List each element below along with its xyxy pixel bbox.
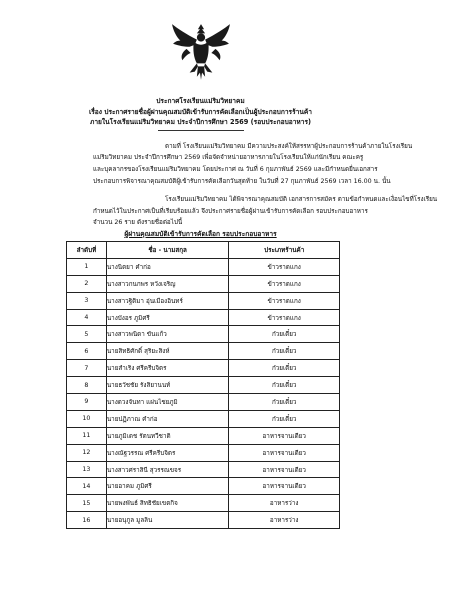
table-row <box>67 461 340 478</box>
table-row <box>67 512 340 529</box>
row-order: 5 <box>67 326 107 343</box>
table-caption: ผู้ผ่านคุณสมบัติเข้ารับการคัดเลือก รอบประกอบอาหาร <box>124 230 277 238</box>
table-row <box>67 377 340 394</box>
row-name: นางสาวกนกพร หวังเจริญ <box>106 275 229 292</box>
title-divider <box>158 130 244 131</box>
row-name: นางบังอร ภูมิศรี <box>106 309 229 326</box>
row-shop-type: อาหารจานเดียว <box>229 478 340 495</box>
row-order: 4 <box>67 309 107 326</box>
row-order: 11 <box>67 427 107 444</box>
row-name: นางสาวฐิติมา อุ่นเมืองอินทร์ <box>106 292 229 309</box>
row-shop-type: อาหารว่าง <box>229 495 340 512</box>
paragraph-2-line-1: โรงเรียนแม่ริมวิทยาคม ได้พิจารณาคุณสมบัติ เอกสารการสมัคร ตามข้อกำหนดและเงื่อนไขที่โรงเรียน <box>165 196 438 203</box>
row-name: นางนิตยา คำก่อ <box>106 258 229 275</box>
row-order: 2 <box>67 275 107 292</box>
row-shop-type: ก๋วยเตี๋ยว <box>229 394 340 411</box>
row-order: 6 <box>67 343 107 360</box>
row-order: 16 <box>67 512 107 529</box>
row-name: นายปฏิภาณ คำก่อ <box>106 410 229 427</box>
table-row <box>67 309 340 326</box>
table-row <box>67 360 340 377</box>
row-order: 8 <box>67 377 107 394</box>
table-row <box>67 258 340 275</box>
table-row <box>67 478 340 495</box>
header-shop-type: ประเภทร้านค้า <box>229 242 340 259</box>
row-name: นายพงพันธ์ สิทธิชัยเขตกิจ <box>106 495 229 512</box>
row-name: นางสาวศราสินี สุวรรณขจร <box>106 461 229 478</box>
row-shop-type: ก๋วยเตี๋ยว <box>229 360 340 377</box>
row-shop-type: ข้าวราดแกง <box>229 258 340 275</box>
row-order: 12 <box>67 444 107 461</box>
table-row <box>67 495 340 512</box>
table-row <box>67 427 340 444</box>
row-shop-type: อาหารจานเดียว <box>229 461 340 478</box>
row-name: นายสำเริง ศรีครีบจิตร <box>106 360 229 377</box>
qualified-vendors-table <box>66 241 340 529</box>
row-name: นายอนุกูล มูลลิน <box>106 512 229 529</box>
announcement-subject: เรื่อง ประกาศรายชื่อผู้ผ่านคุณสมบัติเข้ารับการคัดเลือกเป็นผู้ประกอบการร้านค้า <box>89 108 312 116</box>
row-name: นายสิทธิศักดิ์ สุริยะสิงห์ <box>106 343 229 360</box>
row-shop-type: ก๋วยเตี๋ยว <box>229 326 340 343</box>
row-shop-type: ก๋วยเตี๋ยว <box>229 343 340 360</box>
announcement-subject-line2: ภายในโรงเรียนแม่ริมวิทยาคม ประจำปีการศึกษา 2569 (รอบประกอบอาหาร) <box>89 118 312 126</box>
paragraph-1-line-4: ประกอบการพิจารณาคุณสมบัติผู้เข้ารับการคัดเลือกวันสุดท้าย ในวันที่ 27 กุมภาพันธ์ 2569 เวลา 16.00 น. นั้น <box>93 178 391 185</box>
paragraph-2-line-2: กำหนดไว้ในประกาศเป็นที่เรียบร้อยแล้ว จึงประกาศรายชื่อผู้ผ่านเข้ารับการคัดเลือก รอบประกอบอาหาร <box>93 208 368 215</box>
row-order: 7 <box>67 360 107 377</box>
table-row <box>67 326 340 343</box>
row-shop-type: ก๋วยเตี๋ยว <box>229 377 340 394</box>
row-order: 3 <box>67 292 107 309</box>
table-row <box>67 275 340 292</box>
row-shop-type: ข้าวราดแกง <box>229 309 340 326</box>
paragraph-2-line-3: จำนวน 26 ราย ดังรายชื่อต่อไปนี้ <box>93 219 183 226</box>
table-row <box>67 444 340 461</box>
row-name: นายภูมิเดช รัตนทวีชาติ <box>106 427 229 444</box>
row-name: นายธวัชชัย รังสิยานนท์ <box>106 377 229 394</box>
row-shop-type: อาหารจานเดียว <box>229 444 340 461</box>
table-row <box>67 394 340 411</box>
header-name: ชื่อ - นามสกุล <box>106 242 229 259</box>
row-name: นางณัฐวรรณ ศรีครีบจิตร <box>106 444 229 461</box>
header-order: ลำดับที่ <box>67 242 107 259</box>
table-row <box>67 292 340 309</box>
row-name: นางสาวพนิดา ขันแก้ว <box>106 326 229 343</box>
row-shop-type: ข้าวราดแกง <box>229 275 340 292</box>
paragraph-1-line-2: แม่ริมวิทยาคม ประจำปีการศึกษา 2569 เพื่อจัดจำหน่ายอาหารภายในโรงเรียนให้แก่นักเรียน คณะครู <box>93 154 364 161</box>
row-order: 10 <box>67 410 107 427</box>
table-header-row <box>67 242 340 259</box>
row-order: 14 <box>67 478 107 495</box>
row-name: นายอาคม ภูมิศรี <box>106 478 229 495</box>
row-name: นางดวงจันทา แผ่นไชยภูมิ <box>106 394 229 411</box>
row-order: 1 <box>67 258 107 275</box>
announcement-title: ประกาศโรงเรียนแม่ริมวิทยาคม <box>156 97 245 105</box>
row-order: 15 <box>67 495 107 512</box>
row-shop-type: ข้าวราดแกง <box>229 292 340 309</box>
row-order: 13 <box>67 461 107 478</box>
paragraph-1-line-3: และบุคลากรของโรงเรียนแม่ริมวิทยาคม โดยประกาศ ณ วันที่ 6 กุมภาพันธ์ 2569 และมีกำหนดยื่นเอกสาร <box>93 166 378 173</box>
table-row <box>67 343 340 360</box>
row-order: 9 <box>67 394 107 411</box>
row-shop-type: อาหารจานเดียว <box>229 427 340 444</box>
row-shop-type: อาหารว่าง <box>229 512 340 529</box>
row-shop-type: ก๋วยเตี๋ยว <box>229 410 340 427</box>
garuda-emblem-icon <box>170 22 232 84</box>
paragraph-1-line-1: ตามที่ โรงเรียนแม่ริมวิทยาคม มีความประสงค์ให้สรรหาผู้ประกอบการร้านค้าภายในโรงเรียน <box>165 143 413 150</box>
table-row <box>67 410 340 427</box>
